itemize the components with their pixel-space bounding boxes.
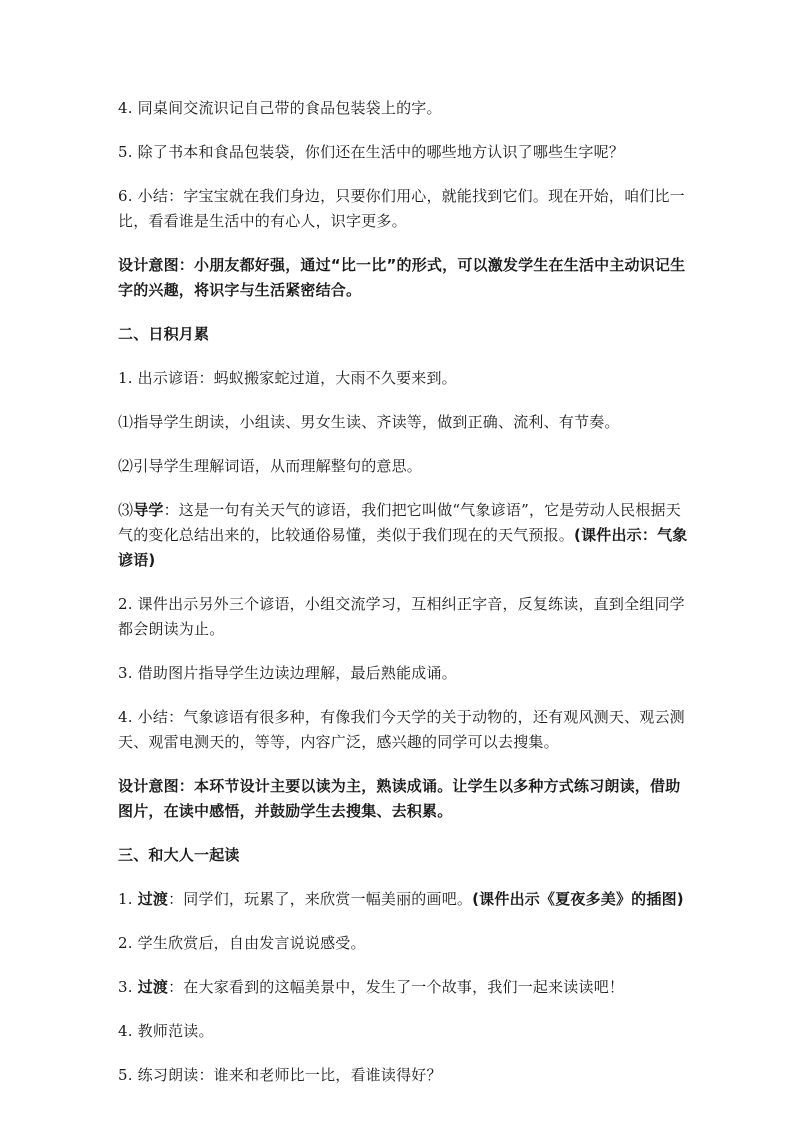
- reading-step-4: 4. 教师范读。: [118, 1022, 214, 1040]
- design-intent-2: 设计意图：本环节设计主要以读为主，熟读成诵。让学生以多种方式练习朗读，借助图片，在读中感悟，并鼓励学生去搜集、去积累。: [118, 777, 681, 820]
- courseware-note-illustration: (课件出示《夏夜多美》的插图): [472, 890, 684, 908]
- section-heading-2: 二、日积月累: [118, 325, 210, 343]
- guide-label: 导学: [133, 501, 164, 519]
- reading-step-5: 5. 练习朗读：谁来和老师比一比，看谁读得好？: [118, 1066, 442, 1084]
- document-page: [118, 96, 692, 1107]
- proverb-step-2: ⑵引导学生理解词语，从而理解整句的意思。: [118, 457, 423, 475]
- proverb-group-practice: 2. 课件出示另外三个谚语，小组交流学习，互相纠正字音，反复练读，直到全组同学都会朗读为止。: [118, 595, 685, 638]
- proverb-step-3-text: ：这是一句有关天气的谚语，我们把它叫做“气象谚语”，它是劳动人民根据天气的变化总结出来的，比较通俗易懂，类似于我们现在的天气预报。: [118, 501, 681, 544]
- design-intent-1: 设计意图：小朋友都好强，通过“比一比”的形式，可以激发学生在生活中主动识记生字的兴趣，将识字与生活紧密结合。: [118, 256, 686, 299]
- reading-step-1-prefix: 1.: [118, 890, 138, 908]
- paragraph-step-5: 5. 除了书本和食品包装袋，你们还在生活中的哪些地方认识了哪些生字呢？: [118, 143, 625, 161]
- paragraph-step-4: 4. 同桌间交流识记自己带的食品包装袋上的字。: [118, 99, 442, 117]
- reading-step-3: [118, 975, 692, 1000]
- transition-label-1: 过渡: [137, 890, 169, 908]
- reading-step-2: 2. 学生欣赏后，自由发言说说感受。: [118, 934, 366, 952]
- section-heading-3: 三、和大人一起读: [118, 846, 240, 864]
- transition-label-2: 过渡: [137, 978, 169, 996]
- proverb-picture-reading: 3. 借助图片指导学生边读边理解，最后熟能成诵。: [118, 664, 457, 682]
- proverb-summary: 4. 小结：气象谚语有很多种，有像我们今天学的关于动物的，还有观风测天、观云测天、观雷电测天的，等等，内容广泛，感兴趣的同学可以去搜集。: [118, 708, 685, 751]
- reading-step-1: [118, 887, 692, 912]
- proverb-intro: 1. 出示谚语：蚂蚁搬家蛇过道，大雨不久要来到。: [118, 369, 457, 387]
- courseware-note: (课件出示：气象谚语): [118, 526, 688, 569]
- proverb-step-3-prefix: ⑶: [118, 501, 134, 519]
- paragraph-summary: 6. 小结：字宝宝就在我们身边，只要你们用心，就能找到它们。现在开始，咱们比一比，看看谁是生活中的有心人，识字更多。: [118, 187, 685, 230]
- proverb-step-1: ⑴指导学生朗读，小组读、男女生读、齐读等，做到正确、流利、有节奏。: [118, 413, 620, 431]
- reading-step-1-text: ：同学们，玩累了，来欣赏一幅美丽的画吧。: [168, 890, 473, 908]
- reading-step-3-prefix: 3.: [118, 978, 138, 996]
- reading-step-3-text: ：在大家看到的这幅美景中，发生了一个故事，我们一起来读读吧！: [168, 978, 625, 996]
- proverb-step-3: [118, 498, 692, 573]
